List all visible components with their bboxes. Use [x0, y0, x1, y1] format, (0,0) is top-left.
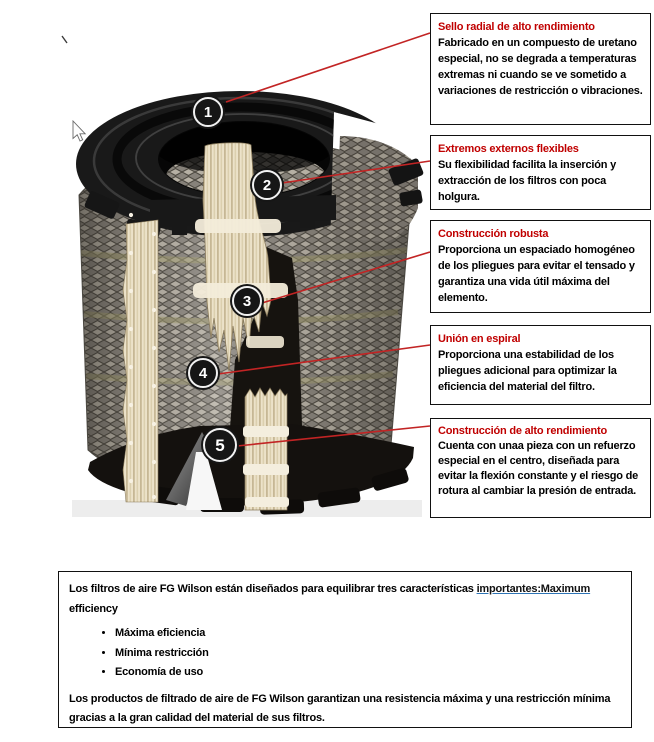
callout-title: Unión en espiral — [438, 333, 521, 345]
feature-list — [69, 624, 621, 683]
summary-text-box — [58, 571, 632, 728]
importantes-link[interactable]: importantes:Maximum — [476, 583, 591, 595]
callout-title: Construcción robusta — [438, 228, 549, 240]
callout-body: Cuenta con unaa pieza con un refuerzo especial en el centro, diseñada para evitar la flexión constante y el riesgo de rotura al cambiar la presión de entrada. — [438, 440, 639, 497]
callout-marker-1 — [193, 97, 223, 127]
callout-box-robust-construction — [430, 220, 651, 313]
callout-body: Proporciona un espaciado homogéneo de los pliegues para evitar el tensado y garantiza una vida útil máxima del elemento. — [438, 244, 635, 304]
callout-body: Su flexibilidad facilita la inserción y extracción de los filtros con poca holgura. — [438, 159, 617, 203]
callout-box-radial-seal — [430, 13, 651, 125]
callout-title: Sello radial de alto rendimiento — [438, 21, 595, 33]
callout-box-high-performance — [430, 418, 651, 518]
marker-number: 5 — [215, 435, 225, 455]
stray-tick-mark — [62, 36, 67, 43]
callout-marker-2 — [252, 170, 282, 200]
left-pleated-column — [123, 213, 158, 502]
callout-body: Fabricado en un compuesto de uretano especial, no se degrada a temperaturas extremas ni cuando se ve sometido a variaciones de restricción o vibraciones. — [438, 37, 643, 97]
summary-intro-suffix: efficiency — [69, 602, 118, 615]
callout-title: Construcción de alto rendimiento — [438, 425, 608, 437]
mesh-top-right-patch — [336, 136, 418, 242]
callout-box-spiral-union — [430, 325, 651, 405]
list-item-economy: • Economía de uso — [115, 663, 621, 683]
mouse-pointer-icon — [73, 121, 85, 141]
list-item-min-restriction: • Mínima restricción — [115, 644, 621, 664]
center-reinforced-pleat-block — [243, 388, 289, 510]
callout-body: Proporciona una estabilidad de los pliegues adicional para optimizar la eficiencia del material del filtro. — [438, 349, 617, 393]
marker-number: 3 — [242, 292, 252, 310]
marker-number: 4 — [198, 364, 208, 382]
callout-box-flexible-ends — [430, 135, 651, 210]
summary-intro-text: Los filtros de aire FG Wilson están diseñados para equilibrar tres características — [69, 583, 477, 595]
marker-number: 1 — [203, 103, 213, 121]
connector-line-1 — [226, 33, 430, 102]
callout-marker-5 — [203, 428, 237, 462]
callout-marker-3 — [232, 286, 262, 316]
callout-title: Extremos externos flexibles — [438, 143, 579, 155]
list-item-max-efficiency: • Máxima eficiencia — [115, 624, 621, 644]
summary-intro — [69, 580, 621, 619]
marker-number: 2 — [262, 176, 272, 194]
summary-closing: Los productos de filtrado de aire de FG Wilson garantizan una resistencia máxima y una restricción mínima gracias a la gran calidad del material de sus filtros. — [69, 692, 611, 724]
callout-marker-4 — [188, 358, 218, 388]
